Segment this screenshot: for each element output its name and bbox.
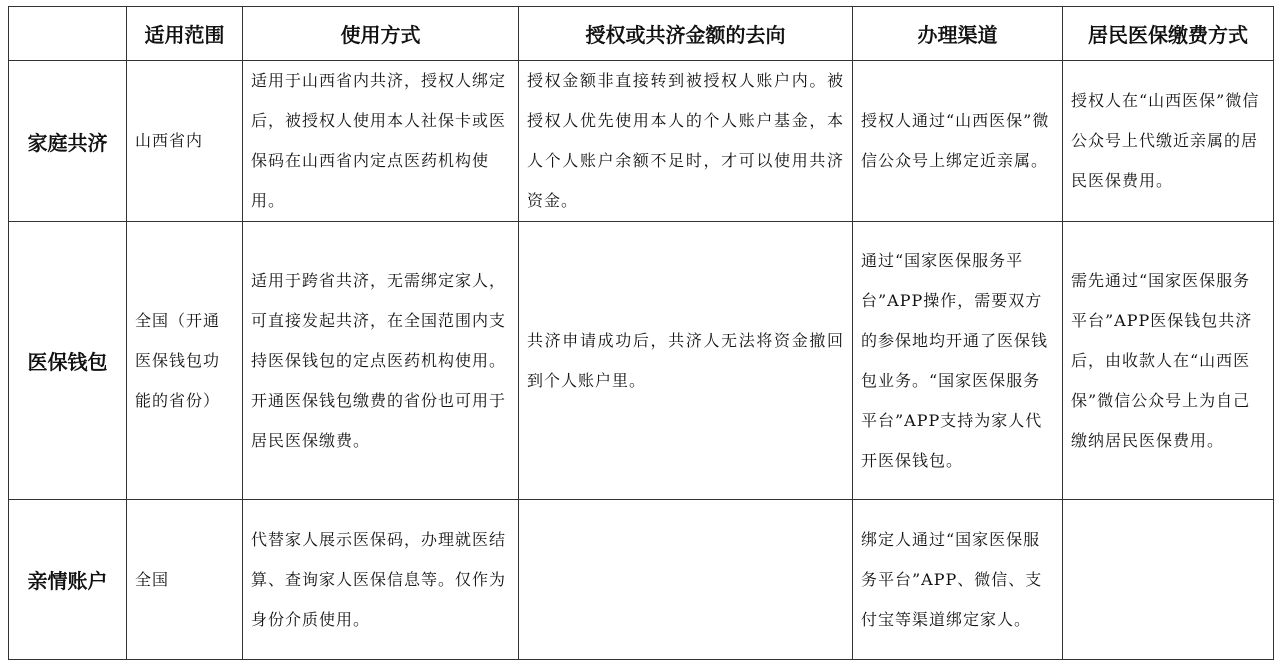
scope-cell: 全国（开通医保钱包功能的省份） <box>127 222 243 500</box>
comparison-table <box>8 6 1274 660</box>
usage-cell: 适用于山西省内共济，授权人绑定后，被授权人使用本人社保卡或医保码在山西省内定点医药机构使用。 <box>243 61 519 222</box>
usage-cell: 代替家人展示医保码，办理就医结算、查询家人医保信息等。仅作为身份介质使用。 <box>243 500 519 660</box>
table-row <box>9 500 1274 660</box>
usage-cell: 适用于跨省共济，无需绑定家人，可直接发起共济，在全国范围内支持医保钱包的定点医药机构使用。开通医保钱包缴费的省份也可用于居民医保缴费。 <box>243 222 519 500</box>
header-row <box>9 7 1274 61</box>
row-name: 家庭共济 <box>9 61 127 222</box>
scope-cell: 山西省内 <box>127 61 243 222</box>
destination-cell <box>519 500 853 660</box>
scope-cell: 全国 <box>127 500 243 660</box>
header-scope: 适用范围 <box>127 7 243 61</box>
destination-cell: 授权金额非直接转到被授权人账户内。被授权人优先使用本人的个人账户基金，本人个人账户余额不足时，才可以使用共济资金。 <box>519 61 853 222</box>
destination-cell: 共济申请成功后，共济人无法将资金撤回到个人账户里。 <box>519 222 853 500</box>
row-name: 亲情账户 <box>9 500 127 660</box>
header-corner <box>9 7 127 61</box>
header-channel: 办理渠道 <box>853 7 1063 61</box>
payment-cell: 授权人在“山西医保”微信公众号上代缴近亲属的居民医保费用。 <box>1063 61 1274 222</box>
payment-cell: 需先通过“国家医保服务平台”APP医保钱包共济后，由收款人在“山西医保”微信公众号上为自己缴纳居民医保费用。 <box>1063 222 1274 500</box>
channel-cell: 通过“国家医保服务平台”APP操作，需要双方的参保地均开通了医保钱包业务。“国家医保服务平台”APP支持为家人代开医保钱包。 <box>853 222 1063 500</box>
header-destination: 授权或共济金额的去向 <box>519 7 853 61</box>
header-usage: 使用方式 <box>243 7 519 61</box>
channel-cell: 绑定人通过“国家医保服务平台”APP、微信、支付宝等渠道绑定家人。 <box>853 500 1063 660</box>
table-row <box>9 222 1274 500</box>
payment-cell <box>1063 500 1274 660</box>
table-row <box>9 61 1274 222</box>
channel-cell: 授权人通过“山西医保”微信公众号上绑定近亲属。 <box>853 61 1063 222</box>
header-payment: 居民医保缴费方式 <box>1063 7 1274 61</box>
row-name: 医保钱包 <box>9 222 127 500</box>
